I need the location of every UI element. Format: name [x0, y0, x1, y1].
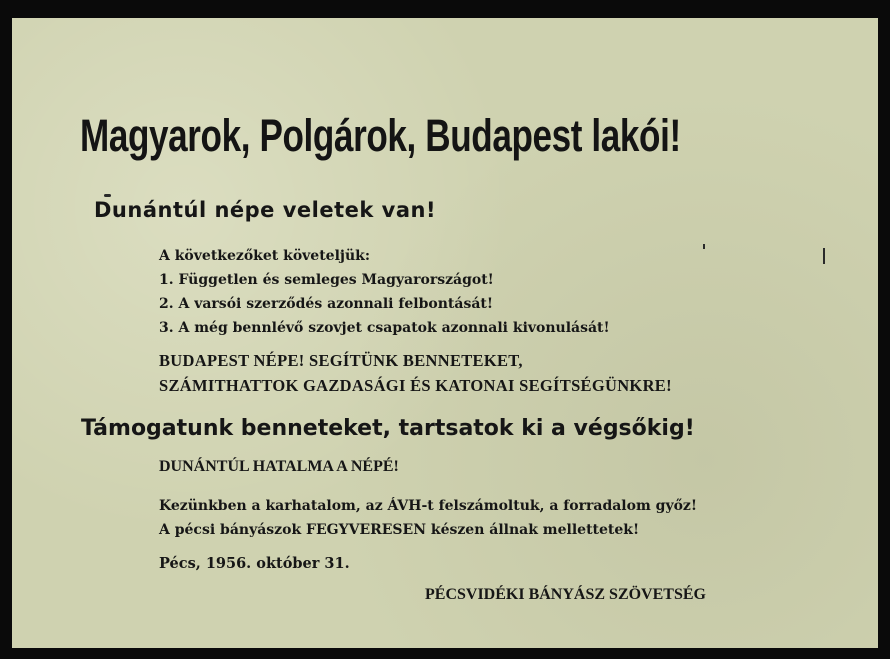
ink-speck: [823, 248, 825, 264]
signature: PÉCSVIDÉKI BÁNYÁSZ SZÖVETSÉG: [425, 586, 706, 603]
poster-title: Magyarok, Polgárok, Budapest lakói!: [80, 110, 681, 161]
demands-block: [159, 244, 610, 340]
appeal-line: SZÁMITHATTOK GAZDASÁGI ÉS KATONAI SEGÍTSÉGÜNKRE!: [159, 376, 672, 395]
ink-speck: [703, 244, 705, 249]
date-line: Pécs, 1956. október 31.: [159, 555, 350, 572]
status-block: [159, 494, 697, 542]
status-line: A pécsi bányászok FEGYVERESEN készen állnak mellettetek!: [159, 522, 640, 538]
demand-item: 1. Független és semleges Magyarországot!: [159, 272, 494, 288]
demand-item: 3. A még bennlévő szovjet csapatok azonnali kivonulását!: [159, 320, 610, 336]
ink-speck: [104, 194, 111, 197]
poster-sheet: [12, 18, 878, 648]
demands-intro: A következőket követeljük:: [159, 248, 371, 264]
power-line: DUNÁNTÚL HATALMA A NÉPÉ!: [159, 458, 399, 475]
appeal-line: BUDAPEST NÉPE! SEGÍTÜNK BENNETEKET,: [159, 351, 523, 370]
poster-subheading: Dunántúl népe veletek van!: [94, 198, 437, 222]
status-line: Kezünkben a karhatalom, az ÁVH-t felszámoltuk, a forradalom győz!: [159, 498, 698, 514]
appeal-block: [159, 348, 672, 398]
demand-item: 2. A varsói szerződés azonnali felbontását!: [159, 296, 494, 312]
support-heading: Támogatunk benneteket, tartsatok ki a végsőkig!: [81, 416, 695, 441]
